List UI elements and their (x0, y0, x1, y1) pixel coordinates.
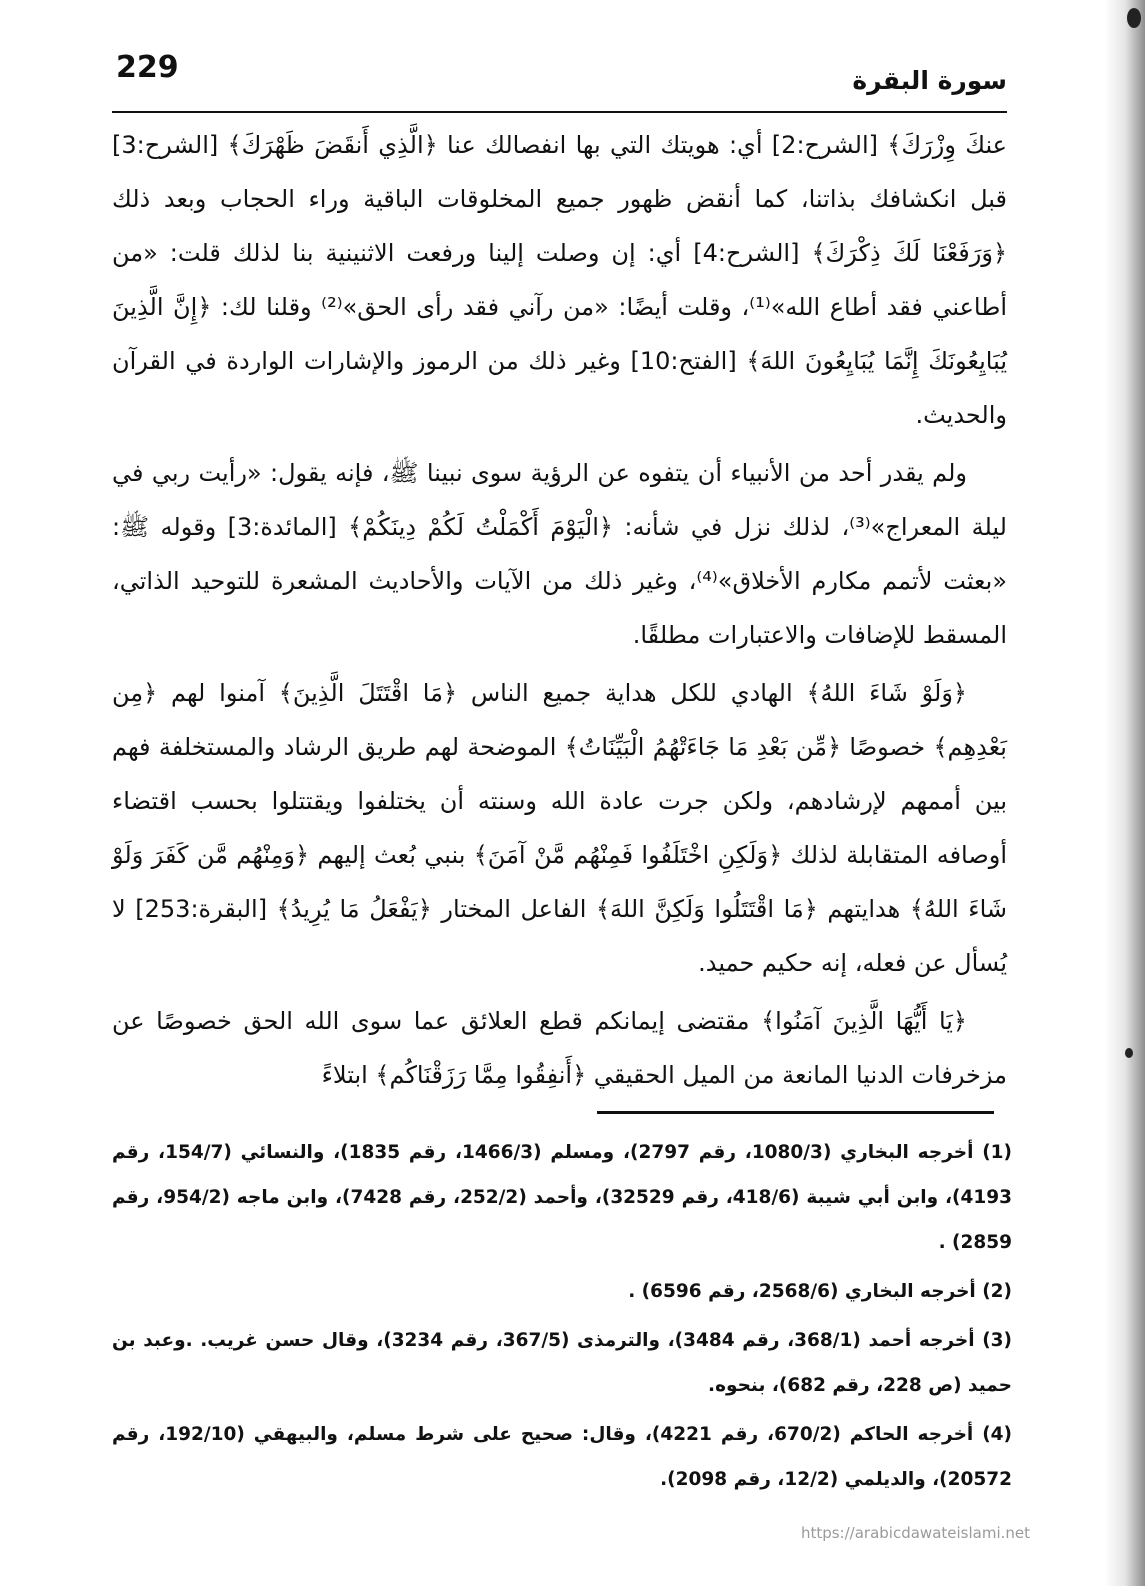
footnote: (2) أخرجه البخاري (2568/6، رقم 6596) . (628, 1281, 1012, 1302)
paragraph: ﴿يَا أَيُّهَا الَّذِينَ آمَنُوا﴾ مقتضى إيمانكم قطع العلائق عما سوى الله الحق خصوصًا عن مزخرفات الدنيا المانعة من الميل الحقيقي ﴿أَنفِقُوا مِمَّا رَزَقْنَاكُم﴾ ابتلاءً (112, 1007, 1007, 1089)
surah-title: سورة البقرة (852, 66, 1007, 95)
scan-speck (1125, 1048, 1133, 1058)
footnote: (4) أخرجه الحاكم (670/2، رقم 4221)، وقال: صحيح على شرط مسلم، والبيهقي (192/10، رقم 20572)، والديلمي (12/2، رقم 2098). (112, 1424, 1012, 1490)
footnote: (3) أخرجه أحمد (368/1، رقم 3484)، والترمذى (367/5، رقم 3234)، وقال حسن غريب. .وعبد بن حميد (ص 228، رقم 682)، بنحوه. (112, 1330, 1013, 1396)
scan-speck (1127, 8, 1141, 28)
page-header (112, 50, 1007, 108)
header-divider (112, 111, 1007, 113)
watermark-url: https://arabicdawateislami.net (800, 1524, 1030, 1542)
scan-shadow-edge (1105, 0, 1145, 1586)
paragraph: ولم يقدر أحد من الأنبياء أن يتفوه عن الرؤية سوى نبينا ﷺ، فإنه يقول: «رأيت ربي في ليلة المعراج»⁽³⁾، لذلك نزل في شأنه: ﴿الْيَوْمَ أَكْمَلْتُ لَكُمْ دِينَكُمْ﴾ [المائدة:3] وقوله ﷺ: «بعثت لأتمم مكارم الأخلاق»⁽⁴⁾، وغير ذلك من الآيات والأحاديث المشعرة للتوحيد الذاتي، المسقط للإضافات والاعتبارات مطلقًا. (112, 459, 1007, 649)
paragraph: عنكَ وِزْرَكَ﴾ [الشرح:2] أي: هويتك التي بها انفصالك عنا ﴿الَّذِي أَنقَضَ ظَهْرَكَ﴾ [الشرح:3] قبل انكشافك بذاتنا، كما أنقض ظهور جميع المخلوقات الباقية وراء الحجاب وبعد ذلك ﴿وَرَفَعْنَا لَكَ ذِكْرَكَ﴾ [الشرح:4] أي: إن وصلت إلينا ورفعت الاثنينية بنا لذلك قلت: «من أطاعني فقد أطاع الله»⁽¹⁾، وقلت أيضًا: «من رآني فقد رأى الحق»⁽²⁾ وقلنا لك: ﴿إِنَّ الَّذِينَ يُبَايِعُونَكَ إِنَّمَا يُبَايِعُونَ اللهَ﴾ [الفتح:10] وغير ذلك من الرموز والإشارات الواردة في القرآن والحديث. (112, 131, 1008, 429)
footnotes (112, 1130, 1012, 1502)
paragraph: ﴿وَلَوْ شَاءَ اللهُ﴾ الهادي للكل هداية جميع الناس ﴿مَا اقْتَتَلَ الَّذِينَ﴾ آمنوا لهم ﴿مِن بَعْدِهِم﴾ خصوصًا ﴿مِّن بَعْدِ مَا جَاءَتْهُمُ الْبَيِّنَاتُ﴾ الموضحة لهم طريق الرشاد والمستخلفة فهم بين أممهم لإرشادهم، ولكن جرت عادة الله وسنته أن يختلفوا ويقتتلوا بحسب اقتضاء أوصافه المتقابلة لذلك ﴿وَلَكِنِ اخْتَلَفُوا فَمِنْهُم مَّنْ آمَنَ﴾ بنبي بُعث إليهم ﴿وَمِنْهُم مَّن كَفَرَ وَلَوْ شَاءَ اللهُ﴾ هدايتهم ﴿مَا اقْتَتَلُوا وَلَكِنَّ اللهَ﴾ الفاعل المختار ﴿يَفْعَلُ مَا يُرِيدُ﴾ [البقرة:253] لا يُسأل عن فعله، إنه حكيم حميد. (112, 679, 1007, 977)
footnote: (1) أخرجه البخاري (1080/3، رقم 2797)، ومسلم (1466/3، رقم 1835)، والنسائي (154/7، رقم 4193)، وابن أبي شيبة (418/6، رقم 32529)، وأحمد (252/2، رقم 7428)، وابن ماجه (954/2، رقم 2859) . (112, 1142, 1012, 1253)
footnote-divider (597, 1111, 994, 1114)
page-number: 229 (116, 50, 179, 85)
main-text (112, 118, 1007, 1102)
